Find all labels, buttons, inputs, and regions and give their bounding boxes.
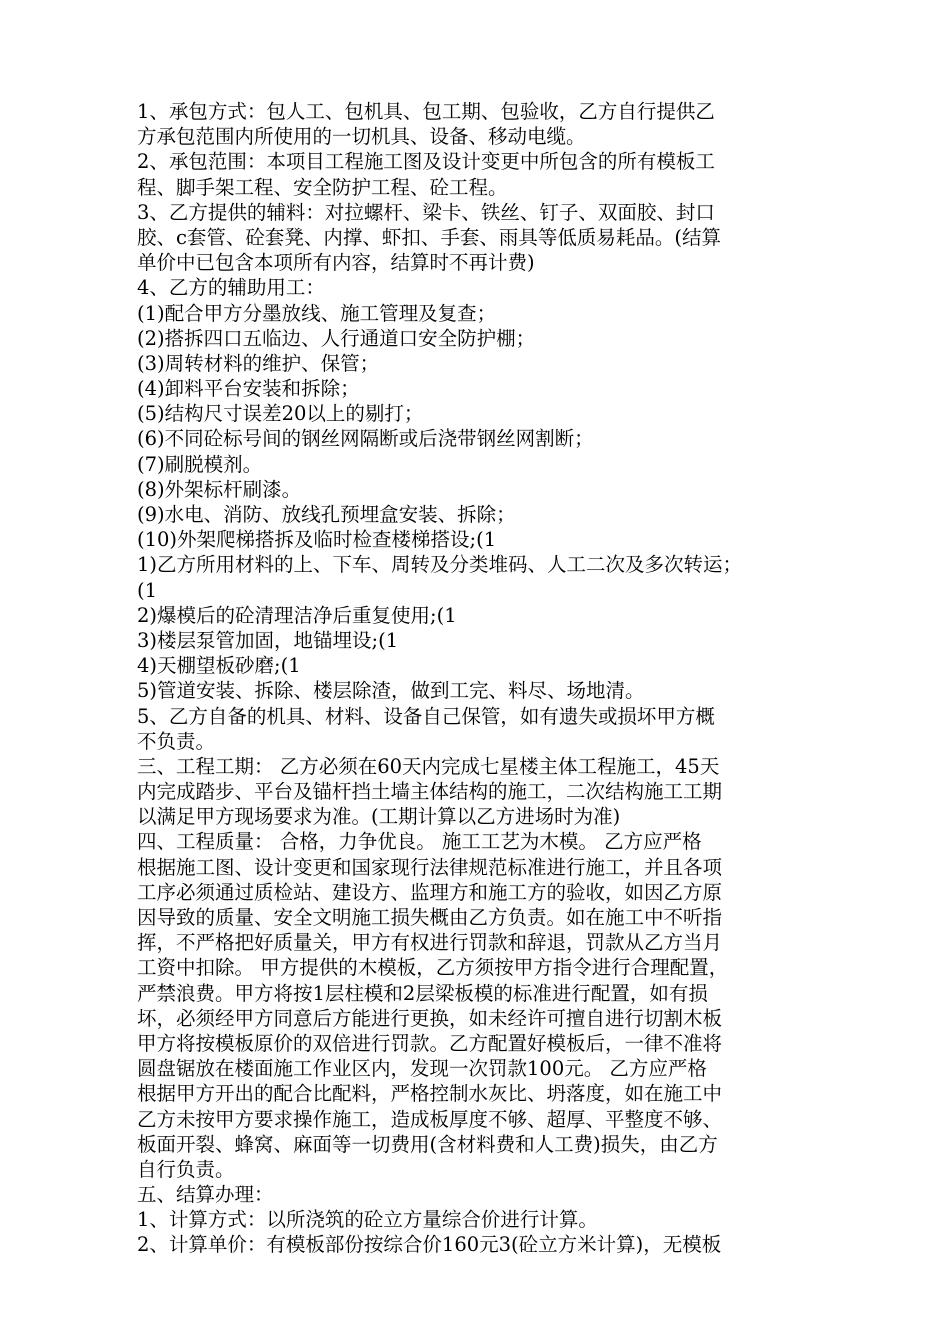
- text-line: (3)周转材料的维护、保管；: [137, 351, 380, 375]
- text-line: (10)外架爬梯搭拆及临时检查楼梯搭设;(1: [137, 528, 497, 552]
- text-line: 自行负责。: [137, 1157, 235, 1181]
- text-line: 1、承包方式：包人工、包机具、包工期、包验收，乙方自行提供乙: [137, 100, 715, 123]
- text-line: 5、乙方自备的机具、材料、设备自己保管，如有遗失或损坏甲方概: [137, 704, 715, 728]
- text-line: 工序必须通过质检站、建设方、监理方和施工方的验收，如因乙方原: [137, 880, 723, 904]
- text-line: 板面开裂、蜂窝、麻面等一切费用(含材料费和人工费)损失，由乙方: [137, 1132, 718, 1156]
- text-line: 因导致的质量、安全文明施工损失概由乙方负责。如在施工中不听指: [137, 906, 723, 929]
- text-line: 四、工程质量： 合格，力争优良。 施工工艺为木模。 乙方应严格: [137, 830, 702, 854]
- text-line: (8)外架标杆刷漆。: [137, 477, 302, 501]
- text-line: (1)配合甲方分墨放线、施工管理及复查；: [137, 301, 497, 325]
- text-line: (1: [137, 578, 158, 602]
- text-line: 严禁浪费。甲方将按1层柱模和2层梁板模的标准进行配置，如有损: [137, 981, 708, 1005]
- text-line: 2、承包范围：本项目工程施工图及设计变更中所包含的所有模板工: [137, 150, 715, 174]
- text-line: 工资中扣除。 甲方提供的木模板，乙方须按甲方指令进行合理配置，: [137, 956, 729, 980]
- text-line: 4)天棚望板砂磨;(1: [137, 654, 301, 678]
- text-line: 三、工程工期： 乙方必须在60天内完成七星楼主体工程施工，45天: [137, 754, 720, 778]
- text-line: 内完成踏步、平台及锚杆挡土墙主体结构的施工，二次结构施工工期: [137, 780, 723, 804]
- text-line: (7)刷脱模剂。: [137, 452, 263, 476]
- text-line: 根据甲方开出的配合比配料，严格控制水灰比、坍落度，如在施工中: [137, 1082, 723, 1106]
- text-line: 程、脚手架工程、安全防护工程、砼工程。: [137, 175, 508, 199]
- text-line: 坏，必须经甲方同意后方能进行更换，如未经许可擅自进行切割木板: [137, 1006, 723, 1030]
- text-line: 以满足甲方现场要求为准。(工期计算以乙方进场时为准): [137, 805, 621, 829]
- text-line: 1、计算方式：以所浇筑的砼立方量综合价进行计算。: [137, 1208, 598, 1232]
- text-line: 5)管道安装、拆除、楼层除渣，做到工完、料尽、场地清。: [137, 679, 645, 703]
- text-line: 不负责。: [137, 729, 216, 753]
- text-line: 挥，不严格把好质量关，甲方有权进行罚款和辞退，罚款从乙方当月: [137, 931, 723, 955]
- text-line: (2)搭拆四口五临边、人行通道口安全防护棚；: [137, 326, 536, 350]
- text-line: 1)乙方所用材料的上、下车、周转及分类堆码、人工二次及多次转运；: [137, 553, 743, 577]
- text-line: 单价中已包含本项所有内容，结算时不再计费): [137, 251, 535, 275]
- text-line: 3、乙方提供的辅料：对拉螺杆、梁卡、铁丝、钉子、双面胶、封口: [137, 200, 715, 224]
- text-line: 2、计算单价：有模板部份按综合价160元3(砼立方米计算)，无模板: [137, 1233, 722, 1257]
- text-line: (6)不同砼标号间的钢丝网隔断或后浇带钢丝网割断；: [137, 427, 594, 451]
- text-line: 根据施工图、设计变更和国家现行法律规范标准进行施工，并且各项: [137, 855, 723, 879]
- text-line: (4)卸料平台安装和拆除；: [137, 377, 360, 401]
- text-line: 4、乙方的辅助用工：: [137, 276, 325, 300]
- contract-body-text: [137, 99, 837, 1258]
- text-line: (5)结构尺寸误差20以上的剔打；: [137, 402, 424, 426]
- text-line: 方承包范围内所使用的一切机具、设备、移动电缆。: [137, 125, 586, 149]
- text-line: 甲方将按模板原价的双倍进行罚款。乙方配置好模板后，一律不准将: [137, 1031, 723, 1055]
- text-line: 3)楼层泵管加固，地锚埋设;(1: [137, 628, 399, 652]
- text-line: 乙方未按甲方要求操作施工，造成板厚度不够、超厚、平整度不够、: [137, 1107, 723, 1131]
- text-line: (9)水电、消防、放线孔预埋盒安装、拆除；: [137, 503, 516, 526]
- text-line: 2)爆模后的砼清理洁净后重复使用;(1: [137, 603, 457, 627]
- text-line: 五、结算办理：: [137, 1183, 274, 1207]
- text-line: 圆盘锯放在楼面施工作业区内，发现一次罚款100元。 乙方应严格: [137, 1057, 707, 1081]
- text-line: 胶、c套管、砼套凳、内撑、虾扣、手套、雨具等低质易耗品。(结算: [137, 225, 722, 249]
